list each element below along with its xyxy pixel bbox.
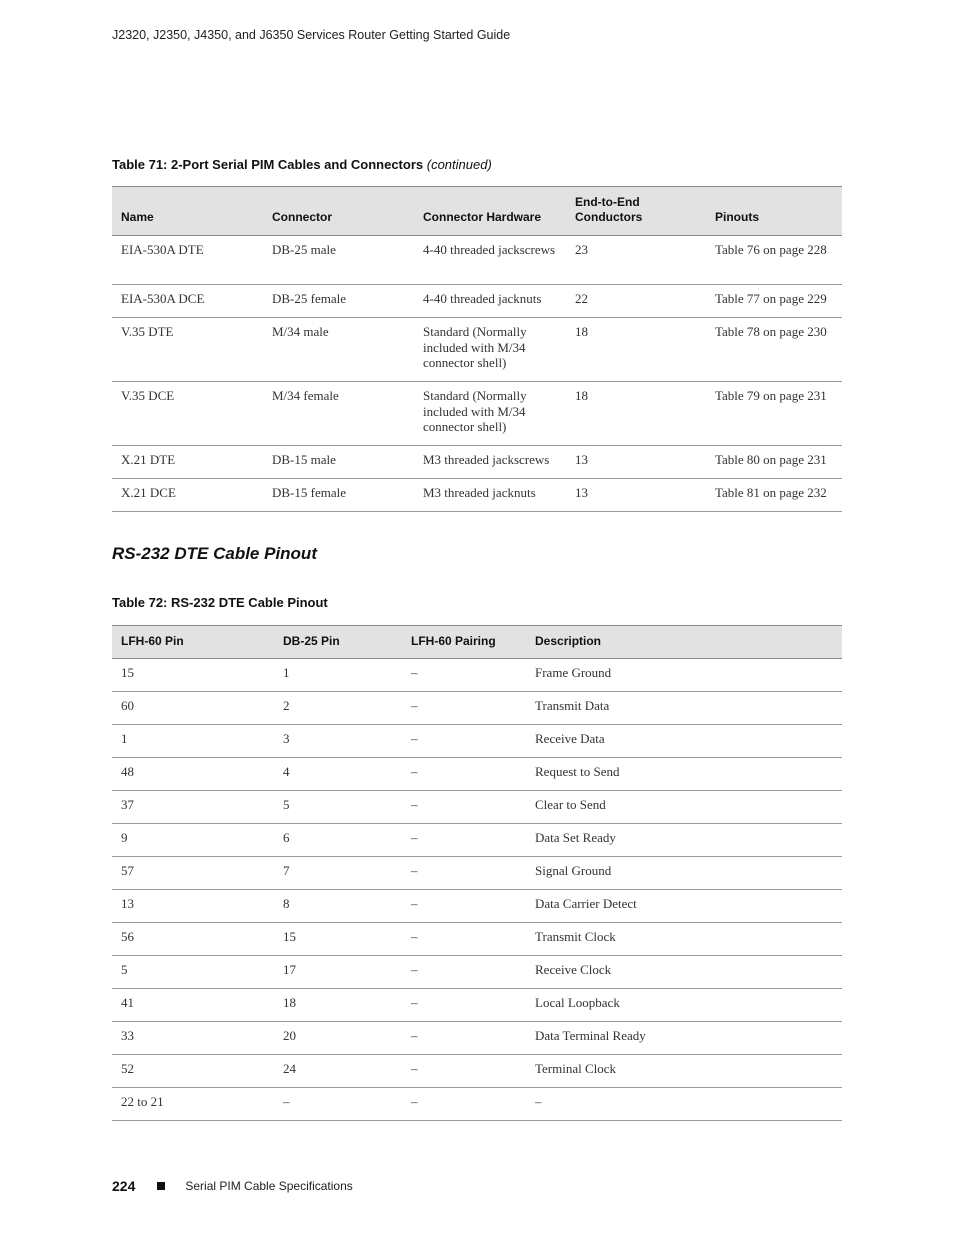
column-header-name: Name [121, 210, 154, 224]
column-header-description: Description [535, 634, 602, 648]
square-bullet-icon [157, 1182, 165, 1190]
table-cell: Transmit Data [535, 698, 610, 713]
column-header-lfh60-pairing: LFH-60 Pairing [411, 634, 496, 648]
table-cell: M3 threaded jacknuts [423, 485, 536, 500]
table-cell: Table 76 on page 228 [715, 242, 827, 257]
footer-section-title: Serial PIM Cable Specifications [185, 1179, 353, 1193]
table-cell: 17 [283, 962, 296, 977]
page-footer [112, 1178, 353, 1194]
table-cell: – [411, 764, 418, 779]
table-cell: 60 [121, 698, 134, 713]
table-cell: EIA-530A DTE [121, 242, 204, 257]
table-row [112, 318, 842, 382]
table-cell: Data Set Ready [535, 830, 616, 845]
table-row [112, 692, 842, 725]
table-cell: 1 [121, 731, 128, 746]
table-cell: M/34 male [272, 324, 329, 339]
table-cell: EIA-530A DCE [121, 291, 205, 306]
table-cell: 22 [575, 291, 588, 306]
table-cell: 20 [283, 1028, 296, 1043]
table-cell: Terminal Clock [535, 1061, 617, 1076]
table-cell: – [411, 995, 418, 1010]
table-cell: 7 [283, 863, 290, 878]
table-cell: 15 [283, 929, 296, 944]
table-cell: Local Loopback [535, 995, 620, 1010]
table-cell: 8 [283, 896, 290, 911]
table-cell: 37 [121, 797, 134, 812]
table-cell: – [411, 1061, 418, 1076]
table-cell: 13 [575, 452, 588, 467]
table-row [112, 1022, 842, 1055]
table-row [112, 1055, 842, 1088]
column-header-connector-hardware: Connector Hardware [423, 210, 542, 224]
table-row [112, 382, 842, 446]
table-cell: – [411, 731, 418, 746]
table-cell: Clear to Send [535, 797, 606, 812]
table-cell: 57 [121, 863, 134, 878]
table-row [112, 659, 842, 692]
section-heading: RS-232 DTE Cable Pinout [112, 544, 317, 563]
table-cell: 13 [121, 896, 134, 911]
table-cell: Transmit Clock [535, 929, 616, 944]
table-cell: V.35 DCE [121, 388, 175, 403]
table-cell: 24 [283, 1061, 296, 1076]
table-cell: 3 [283, 731, 290, 746]
table-cell: Standard (Normally included with M/34 connector shell) [423, 388, 527, 434]
table-cell: 2 [283, 698, 290, 713]
table-row [112, 857, 842, 890]
table-row [112, 890, 842, 923]
table-cell: Request to Send [535, 764, 620, 779]
table-cell: Receive Data [535, 731, 605, 746]
table-row [112, 479, 842, 512]
table-cell: 4-40 threaded jacknuts [423, 291, 542, 306]
table-cell: Table 78 on page 230 [715, 324, 827, 339]
table-cell: X.21 DCE [121, 485, 176, 500]
table-cell: – [411, 797, 418, 812]
table-cell: DB-25 female [272, 291, 347, 306]
table-cell: Receive Clock [535, 962, 612, 977]
table-cell: DB-15 female [272, 485, 347, 500]
column-header-pinouts: Pinouts [715, 210, 759, 224]
table-71 [112, 186, 842, 512]
table-cell: – [411, 929, 418, 944]
table-cell: – [283, 1094, 290, 1109]
column-header-db25-pin: DB-25 Pin [283, 634, 340, 648]
table-cell: – [411, 962, 418, 977]
table-cell: Table 77 on page 229 [715, 291, 827, 306]
table-cell: 23 [575, 242, 588, 257]
page-number: 224 [112, 1178, 136, 1194]
table-cell: DB-15 male [272, 452, 336, 467]
table-72-header-row [112, 626, 842, 659]
table-cell: Signal Ground [535, 863, 612, 878]
table-cell: 18 [575, 388, 588, 403]
table-cell: 41 [121, 995, 134, 1010]
column-header-lfh60-pin: LFH-60 Pin [121, 634, 184, 648]
table-cell: Table 80 on page 231 [715, 452, 827, 467]
table-cell: 52 [121, 1061, 134, 1076]
table-cell: – [411, 698, 418, 713]
column-header-connector: Connector [272, 210, 332, 224]
table-cell: V.35 DTE [121, 324, 174, 339]
column-header-conductors: End-to-End Conductors [575, 195, 643, 224]
table-cell: 4 [283, 764, 290, 779]
table-cell: – [411, 863, 418, 878]
table-cell: Table 79 on page 231 [715, 388, 827, 403]
table-cell: – [411, 1028, 418, 1043]
table-cell: 18 [283, 995, 296, 1010]
table-cell: X.21 DTE [121, 452, 176, 467]
table-71-header-row [112, 187, 842, 236]
table-row [112, 824, 842, 857]
table-cell: 56 [121, 929, 134, 944]
table-cell: 6 [283, 830, 290, 845]
table-71-caption-continued: (continued) [426, 157, 492, 172]
table-row [112, 956, 842, 989]
table-72 [112, 625, 842, 1121]
table-cell: 22 to 21 [121, 1094, 164, 1109]
table-cell: DB-25 male [272, 242, 336, 257]
table-cell: – [411, 1094, 418, 1109]
table-cell: – [411, 896, 418, 911]
table-cell: Standard (Normally included with M/34 connector shell) [423, 324, 527, 370]
table-cell: 13 [575, 485, 588, 500]
table-row [112, 236, 842, 285]
table-row [112, 791, 842, 824]
table-cell: 5 [121, 962, 128, 977]
running-header: J2320, J2350, J4350, and J6350 Services Router Getting Started Guide [112, 28, 511, 42]
table-cell: M/34 female [272, 388, 339, 403]
table-cell: 9 [121, 830, 128, 845]
table-cell: M3 threaded jackscrews [423, 452, 550, 467]
table-cell: Table 81 on page 232 [715, 485, 827, 500]
table-row [112, 1088, 842, 1121]
table-cell: 15 [121, 665, 134, 680]
table-row [112, 989, 842, 1022]
table-72-caption: Table 72: RS-232 DTE Cable Pinout [112, 595, 328, 610]
table-cell: – [411, 830, 418, 845]
table-row [112, 285, 842, 318]
table-cell: 5 [283, 797, 290, 812]
table-71-caption-text: Table 71: 2-Port Serial PIM Cables and Connectors [112, 157, 424, 172]
table-cell: Data Carrier Detect [535, 896, 637, 911]
table-row [112, 446, 842, 479]
table-cell: 48 [121, 764, 134, 779]
table-cell: 18 [575, 324, 588, 339]
table-row [112, 725, 842, 758]
table-cell: Data Terminal Ready [535, 1028, 646, 1043]
table-cell: – [411, 665, 418, 680]
table-71-caption [112, 157, 492, 172]
table-row [112, 758, 842, 791]
table-row [112, 923, 842, 956]
table-cell: 33 [121, 1028, 134, 1043]
table-cell: 4-40 threaded jackscrews [423, 242, 556, 257]
table-cell: – [535, 1094, 542, 1109]
table-cell: Frame Ground [535, 665, 612, 680]
table-cell: 1 [283, 665, 290, 680]
